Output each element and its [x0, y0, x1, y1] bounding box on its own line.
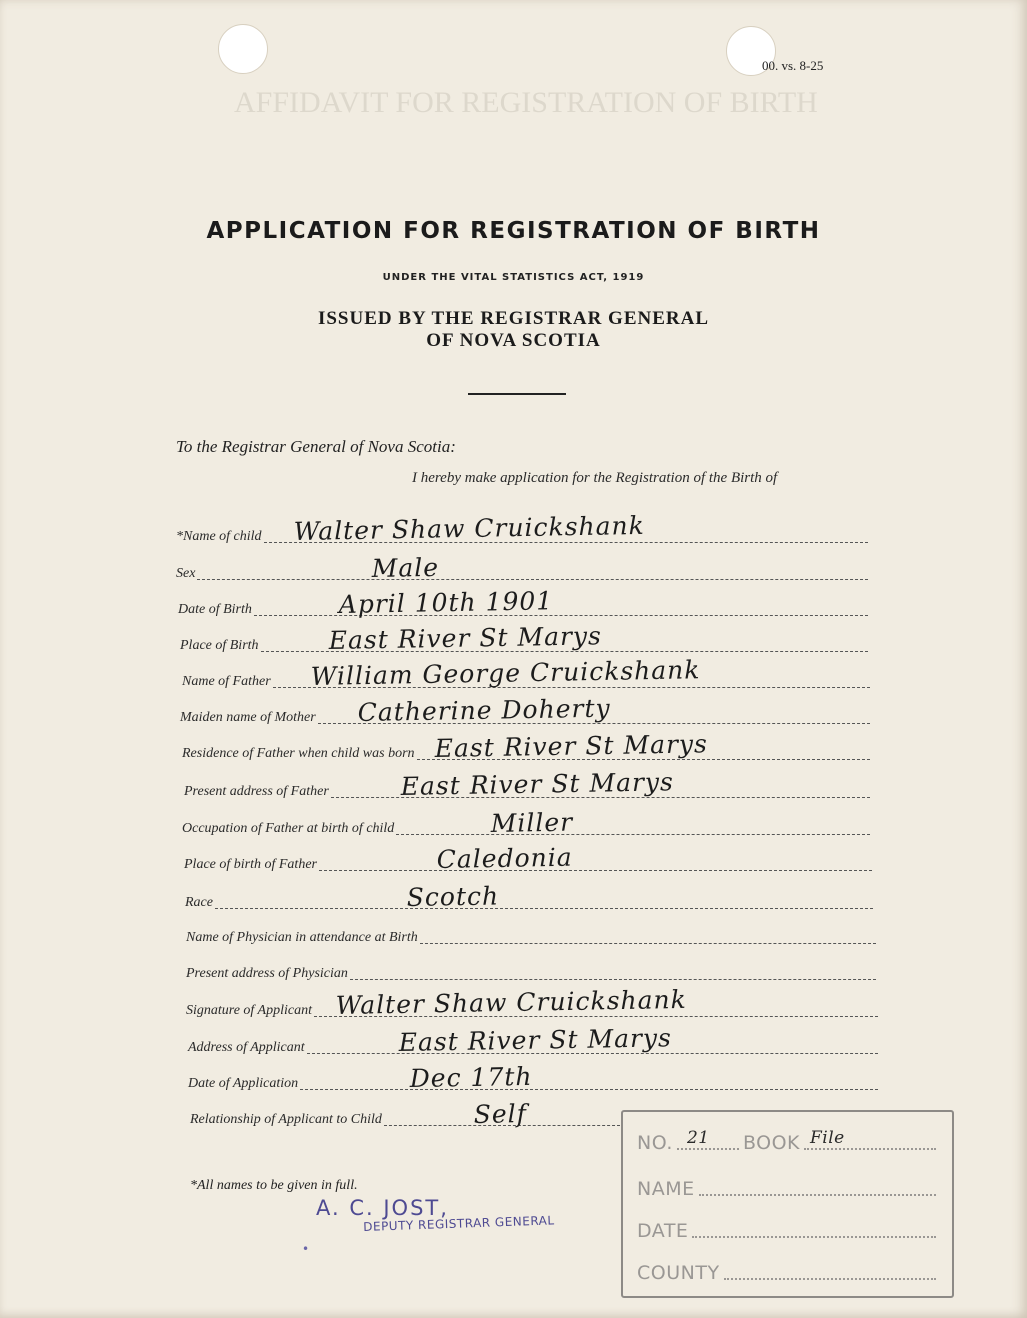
value-relationship-to-child: Self	[473, 1099, 528, 1129]
ghost-title: AFFIDAVIT FOR REGISTRATION OF BIRTH	[234, 86, 818, 119]
value-date-of-application: Dec 17th	[409, 1061, 533, 1093]
registrar-name-stamp: A. C. JOST,	[316, 1196, 449, 1220]
issuer-line-1: ISSUED BY THE REGISTRAR GENERAL	[317, 308, 710, 329]
field-name-of-child: *Name of child Walter Shaw Cruickshank	[176, 524, 868, 546]
issuer-line-2: OF NOVA SCOTIA	[426, 330, 601, 351]
value-signature-of-applicant: Walter Shaw Cruickshank	[335, 984, 688, 1020]
footnote: *All names to be given in full.	[190, 1178, 358, 1193]
field-maiden-name-of-mother: Maiden name of Mother Catherine Doherty	[180, 705, 870, 727]
issuer-block	[0, 308, 1027, 352]
stamp-date-label: DATE	[637, 1220, 689, 1242]
value-sex: Male	[371, 552, 440, 583]
intro-text: I hereby make application for the Registration of the Birth of	[412, 470, 778, 486]
registrar-title-stamp: DEPUTY REGISTRAR GENERAL	[363, 1213, 555, 1234]
stamp-county-label: COUNTY	[637, 1262, 720, 1284]
value-place-of-birth-of-father: Caledonia	[436, 842, 573, 874]
stamp-row-no-book	[637, 1128, 940, 1154]
stamp-book-label: BOOK	[742, 1132, 801, 1154]
value-address-of-applicant: East River St Marys	[398, 1023, 672, 1057]
stamp-no-value: 21	[686, 1128, 710, 1148]
salutation: To the Registrar General of Nova Scotia:	[176, 437, 456, 456]
field-signature-of-applicant: Signature of Applicant Walter Shaw Cruickshank	[186, 998, 878, 1020]
value-place-of-birth: East River St Marys	[328, 621, 602, 655]
value-name-of-child: Walter Shaw Cruickshank	[293, 510, 645, 546]
field-address-of-applicant: Address of Applicant East River St Marys	[188, 1035, 878, 1057]
value-race: Scotch	[406, 881, 500, 912]
ink-mark: •	[302, 1242, 310, 1256]
value-present-address-of-father: East River St Marys	[400, 767, 674, 801]
page-subtitle: UNDER THE VITAL STATISTICS ACT, 1919	[382, 272, 645, 283]
stamp-row-name	[637, 1174, 940, 1200]
page-title: APPLICATION FOR REGISTRATION OF BIRTH	[206, 218, 821, 244]
field-place-of-birth: Place of Birth East River St Marys	[180, 633, 868, 655]
filing-box-stamp	[621, 1110, 954, 1298]
field-occupation-of-father: Occupation of Father at birth of child Miller	[182, 816, 870, 838]
stamp-name-label: NAME	[637, 1178, 695, 1200]
title-rule	[468, 393, 566, 395]
punch-hole-left	[218, 24, 268, 74]
value-maiden-name-of-mother: Catherine Doherty	[357, 693, 611, 727]
field-present-address-of-physician: Present address of Physician	[186, 961, 876, 983]
value-name-of-father: William George Cruickshank	[310, 655, 701, 691]
value-residence-of-father: East River St Marys	[434, 729, 708, 763]
field-sex: Sex Male	[176, 561, 868, 583]
value-occupation-of-father: Miller	[490, 807, 574, 838]
field-present-address-of-father: Present address of Father East River St Marys	[184, 779, 870, 801]
field-place-of-birth-of-father: Place of birth of Father Caledonia	[184, 852, 872, 874]
form-code: 00. vs. 8-25	[762, 58, 824, 73]
field-race: Race Scotch	[185, 890, 873, 912]
field-name-of-father: Name of Father William George Cruickshank	[182, 669, 870, 691]
field-date-of-application: Date of Application Dec 17th	[188, 1071, 878, 1093]
stamp-row-county	[637, 1258, 940, 1284]
stamp-no-label: NO.	[637, 1132, 673, 1154]
stamp-row-date	[637, 1216, 940, 1242]
field-residence-of-father: Residence of Father when child was born East River St Marys	[182, 741, 870, 763]
field-relationship-to-child: Relationship of Applicant to Child Self	[190, 1107, 620, 1129]
field-date-of-birth: Date of Birth April 10th 1901	[178, 597, 868, 619]
field-name-of-physician: Name of Physician in attendance at Birth	[186, 925, 876, 947]
value-date-of-birth: April 10th 1901	[338, 586, 554, 619]
stamp-book-value: File	[810, 1128, 845, 1148]
